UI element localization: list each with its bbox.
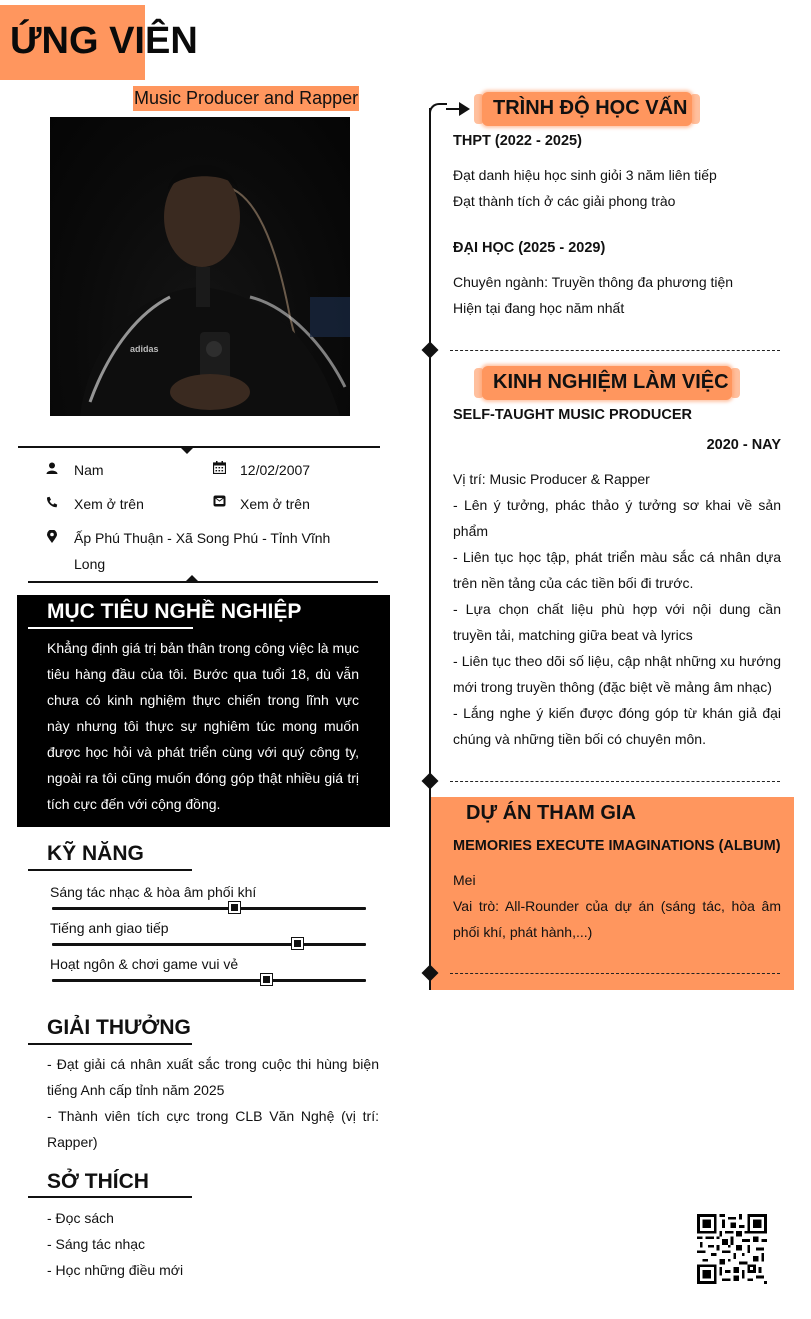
address-line-1: Ấp Phú Thuận - Xã Song Phú - Tỉnh Vĩnh [74, 530, 331, 546]
info-bottom-divider [28, 581, 378, 583]
experience-company: SELF-TAUGHT MUSIC PRODUCER [453, 407, 692, 423]
objective-underline [28, 627, 193, 629]
phone-icon [45, 496, 59, 511]
user-icon [45, 462, 59, 477]
divider-caret-up-icon [185, 575, 199, 582]
education-line: Hiện tại đang học năm nhất [453, 300, 625, 316]
experience-period: 2020 - NAY [706, 437, 781, 453]
experience-position: Vị trí: Music Producer & Rapper [453, 471, 650, 487]
experience-title: KINH NGHIỆM LÀM VIỆC [493, 371, 729, 393]
dashed-divider [450, 781, 780, 782]
project-name: MEMORIES EXECUTE IMAGINATIONS (ALBUM) [453, 838, 781, 854]
education-heading: ĐẠI HỌC (2025 - 2029) [453, 240, 606, 256]
experience-bullet: - Liên tục học tập, phát triển màu sắc cá nhân dựa trên nền tảng của các tiền bối đi trước. [453, 549, 781, 591]
timeline-diamond-icon [422, 342, 439, 359]
skill-slider[interactable] [52, 907, 366, 910]
hobby-item: - Đọc sách [47, 1210, 114, 1226]
hobby-item: - Sáng tác nhạc [47, 1236, 146, 1252]
profile-photo [50, 117, 350, 416]
project-role: Vai trò: All-Rounder của dự án (sáng tác, hòa âm phối khí, phát hành,...) [453, 898, 781, 940]
address-line-2: Long [74, 556, 106, 572]
arrow-right-icon [459, 102, 470, 116]
skill-label: Hoạt ngôn & chơi game vui vẻ [50, 956, 239, 972]
timeline-diamond-icon [422, 773, 439, 790]
dashed-divider [450, 350, 780, 351]
education-line: Chuyên ngành: Truyền thông đa phương tiện [453, 274, 734, 290]
map-marker-icon [45, 530, 59, 546]
candidate-name: ỨNG VIÊN [10, 20, 198, 62]
education-line: Đạt thành tích ở các giải phong trào [453, 193, 676, 209]
projects-title: DỰ ÁN THAM GIA [466, 802, 636, 824]
birthdate-value: 12/02/2007 [240, 462, 311, 478]
awards-title: GIẢI THƯỞNG [47, 1016, 191, 1039]
experience-bullet: - Lên ý tưởng, phác thảo ý tưởng sơ khai về sản phẩm [453, 497, 781, 539]
hobbies-underline [28, 1196, 192, 1198]
education-line: Đạt danh hiệu học sinh giỏi 3 năm liên tiếp [453, 167, 717, 183]
skills-title: KỸ NĂNG [47, 842, 144, 865]
awards-underline [28, 1043, 192, 1045]
envelope-icon [212, 495, 226, 510]
skill-label: Sáng tác nhạc & hòa âm phối khí [50, 884, 257, 900]
experience-bullet: - Lựa chọn chất liệu phù hợp với nội dung cần truyền tải, matching giữa beat và lyrics [453, 601, 781, 643]
skill-slider-knob[interactable] [261, 974, 272, 985]
divider-caret-down-icon [180, 447, 194, 454]
hobby-item: - Học những điều mới [47, 1262, 184, 1278]
objective-text: Khẳng định giá trị bản thân trong công việc là mục tiêu hàng đầu của tôi. Bước qua tuổi 18, dù vẫn chưa có kinh nghiệm thực chiến trong lĩnh vực này nhưng tôi thực sự nghiêm túc mong muốn được học hỏi và phát triển cùng với quý công ty, ngoài ra tôi cũng muốn đóng góp thật nhiều giá trị tích cực đến với cộng đồng. [47, 640, 359, 812]
skill-slider-knob[interactable] [292, 938, 303, 949]
award-item: - Đạt giải cá nhân xuất sắc trong cuộc thi hùng biện tiếng Anh cấp tỉnh năm 2025 [47, 1056, 379, 1098]
timeline-line [429, 108, 431, 990]
education-title: TRÌNH ĐỘ HỌC VẤN [493, 97, 688, 119]
timeline-arrow-shaft [446, 108, 460, 110]
gender-value: Nam [74, 462, 104, 478]
experience-bullet: - Liên tục theo dõi số liệu, cập nhật những xu hướng mới trong truyền thông (đặc biệt về mảng âm nhạc) [453, 653, 781, 695]
objective-title: MỤC TIÊU NGHỀ NGHIỆP [47, 600, 302, 623]
candidate-role: Music Producer and Rapper [133, 86, 359, 111]
education-heading: THPT (2022 - 2025) [453, 133, 582, 149]
skill-slider-knob[interactable] [229, 902, 240, 913]
dashed-divider [450, 973, 780, 974]
calendar-icon [212, 461, 226, 477]
award-item: - Thành viên tích cực trong CLB Văn Nghệ (vị trí: Rapper) [47, 1108, 379, 1150]
project-artist: Mei [453, 872, 476, 888]
skill-slider[interactable] [52, 943, 366, 946]
hobbies-title: SỞ THÍCH [47, 1170, 149, 1193]
skills-underline [28, 869, 192, 871]
skill-slider[interactable] [52, 979, 366, 982]
timeline-curve [429, 103, 447, 121]
phone-value: Xem ở trên [74, 496, 144, 512]
portrait-illustration [50, 117, 350, 416]
experience-bullet: - Lắng nghe ý kiến được đóng góp từ khán giả đại chúng và những tiền bối có chuyên môn. [453, 705, 781, 747]
email-value: Xem ở trên [240, 496, 310, 512]
qr-code[interactable] [697, 1214, 767, 1284]
info-top-divider [18, 446, 380, 448]
skill-label: Tiếng anh giao tiếp [50, 920, 169, 936]
svg-text:adidas: adidas [130, 344, 159, 354]
